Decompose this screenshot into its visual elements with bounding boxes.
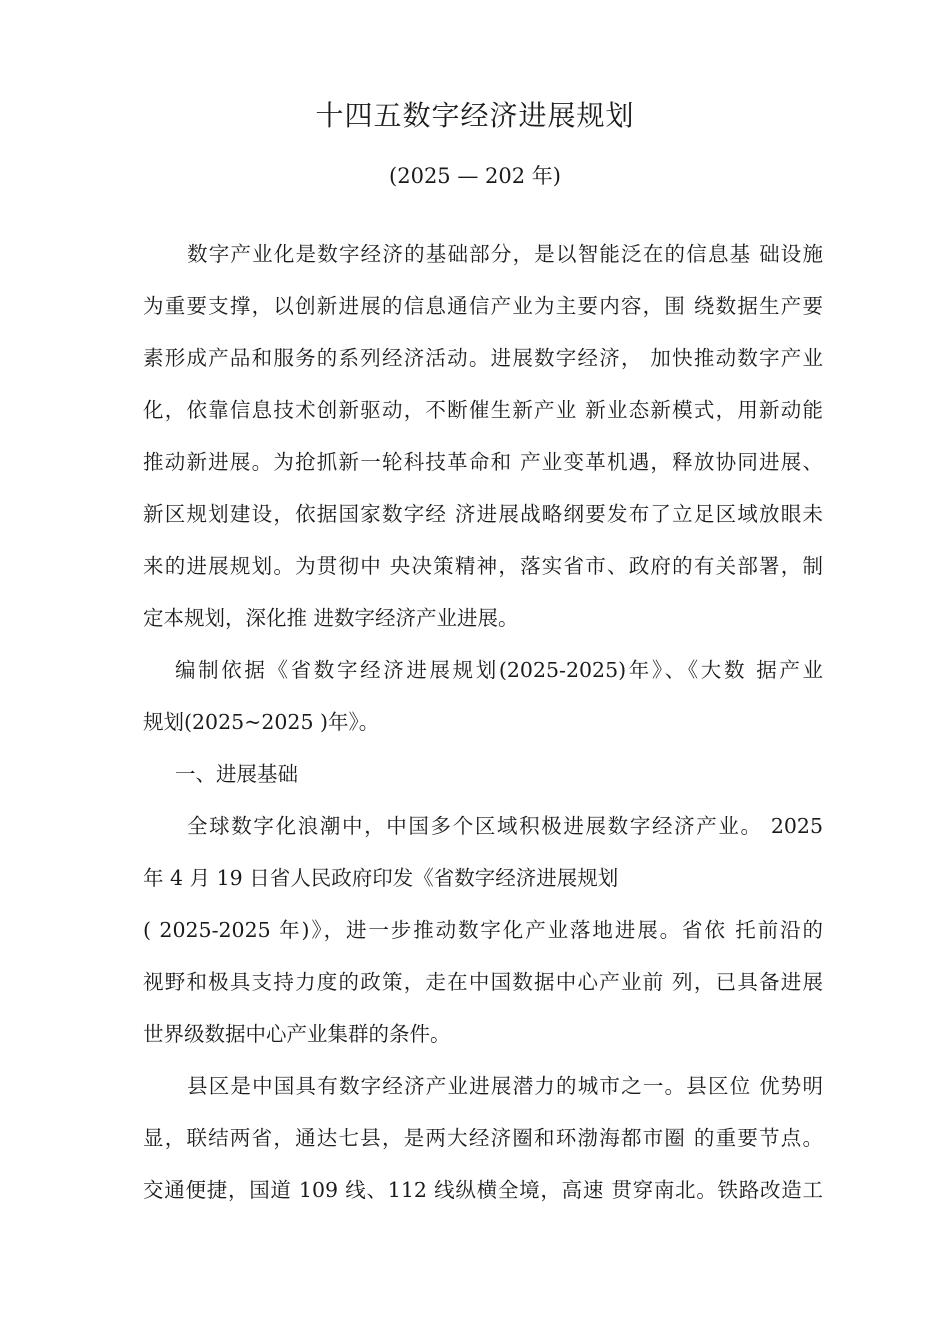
section-heading: 一、进展基础 — [175, 762, 298, 786]
document-subtitle: (2025 — 202 年) — [389, 164, 561, 188]
text-line: 全球数字化浪潮中，中国多个区域积极进展数字经济产业。 2025 — [187, 814, 823, 838]
text-line: 数字产业化是数字经济的基础部分，是以智能泛在的信息基 础设施 — [187, 242, 823, 266]
text-line: 编制依据《省数字经济进展规划(2025-2025)年》、《大数 据产业 — [175, 658, 823, 682]
text-line: 来的进展规划。为贯彻中 央决策精神，落实省市、政府的有关部署，制 — [143, 554, 823, 578]
text-line: 年 4 月 19 日省人民政府印发《省数字经济进展规划 — [143, 866, 619, 890]
document-body — [143, 228, 823, 1216]
text-line: 推动新进展。为抢抓新一轮科技革命和 产业变革机遇，释放协同进展、 — [143, 450, 823, 474]
text-line: 交通便捷，国道 109 线、112 线纵横全境，高速 贯穿南北。铁路改造工 — [143, 1178, 823, 1202]
text-line: 新区规划建设，依据国家数字经 济进展战略纲要发布了立足区域放眼未 — [143, 502, 823, 526]
document-title: 十四五数字经济进展规划 — [315, 99, 635, 132]
text-line: ( 2025-2025 年)》，进一步推动数字化产业落地进展。省依 托前沿的 — [143, 918, 823, 942]
text-line: 定本规划，深化推 进数字经济产业进展。 — [143, 606, 519, 630]
text-line: 显，联结两省，通达七县，是两大经济圈和环渤海都市圈 的重要节点。 — [143, 1126, 823, 1150]
text-line: 素形成产品和服务的系列经济活动。进展数字经济， 加快推动数字产业 — [143, 346, 823, 370]
text-line: 县区是中国具有数字经济产业进展潜力的城市之一。县区位 优势明 — [187, 1074, 823, 1098]
text-line: 规划(2025~2025 )年》。 — [143, 710, 380, 734]
text-line: 化，依靠信息技术创新驱动，不断催生新产业 新业态新模式，用新动能 — [143, 398, 823, 422]
text-line: 世界级数据中心产业集群的条件。 — [143, 1022, 451, 1046]
text-line: 视野和极具支持力度的政策，走在中国数据中心产业前 列，已具备进展 — [143, 970, 823, 994]
text-line: 为重要支撑，以创新进展的信息通信产业为主要内容，围 绕数据生产要 — [143, 294, 823, 318]
